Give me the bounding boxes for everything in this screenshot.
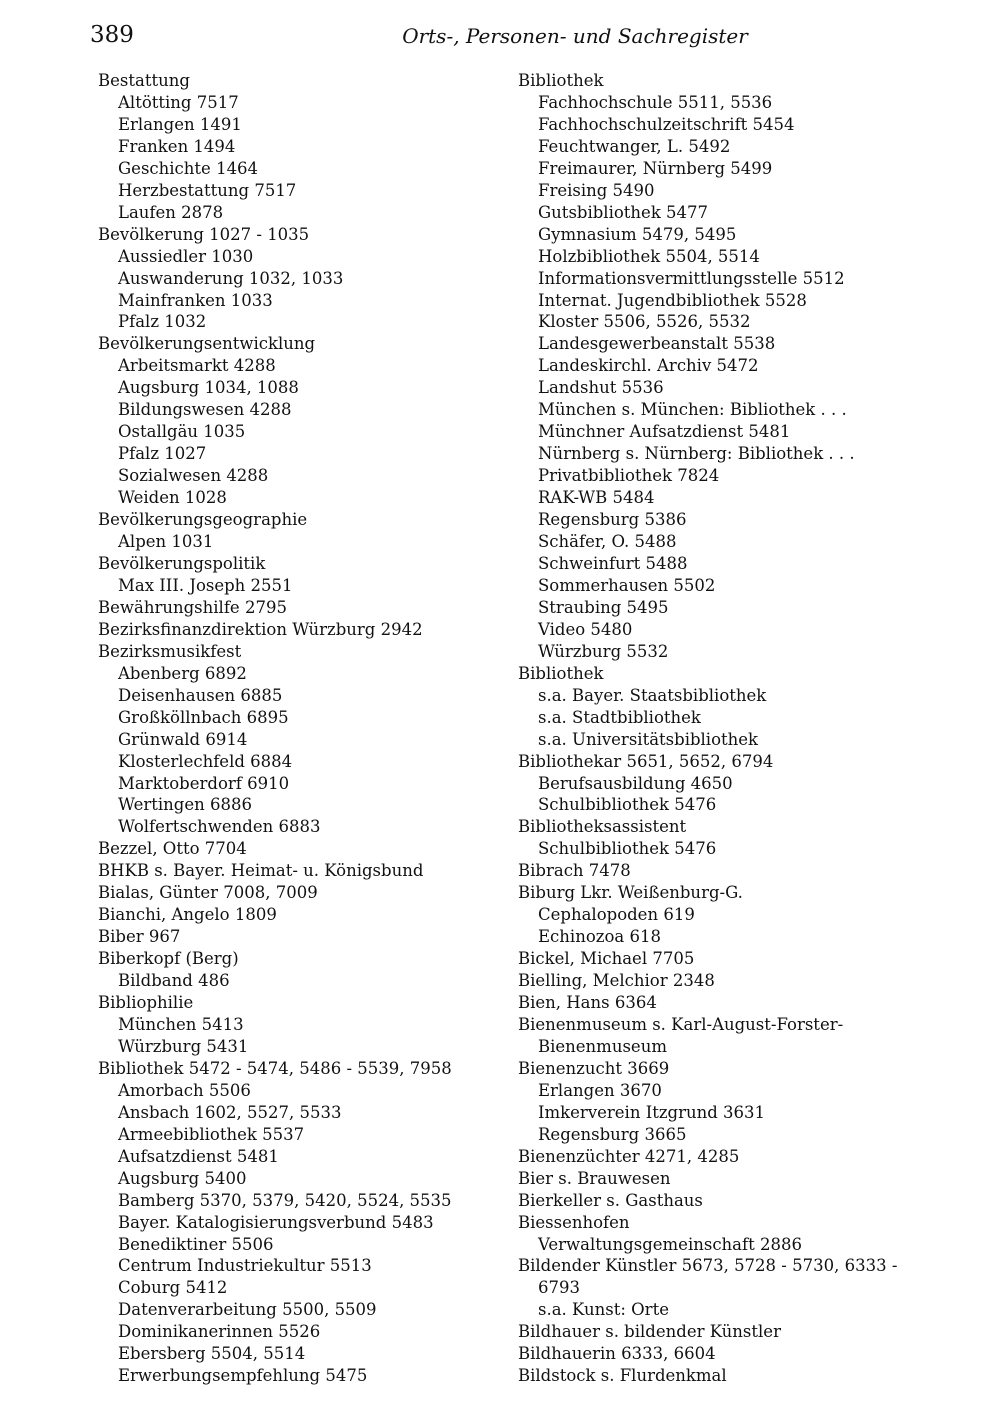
index-subentry: s.a. Stadtbibliothek <box>538 707 701 727</box>
index-column-left <box>98 70 498 1387</box>
index-entry: Bibliophilie <box>98 993 194 1013</box>
index-subentry: Imkerverein Itzgrund 3631 <box>538 1102 766 1122</box>
index-entry: Bickel, Michael 7705 <box>518 949 695 969</box>
index-entry: Bier s. Brauwesen <box>518 1168 671 1188</box>
index-subentry: s.a. Bayer. Staatsbibliothek <box>538 685 767 705</box>
index-subentry: Münchner Aufsatzdienst 5481 <box>538 422 791 442</box>
index-subentry: Regensburg 3665 <box>538 1124 687 1144</box>
index-entry: Bildhauerin 6333, 6604 <box>518 1344 716 1364</box>
index-subentry: Freising 5490 <box>538 180 655 200</box>
index-subentry: Abenberg 6892 <box>118 663 247 683</box>
index-subentry: Verwaltungsgemeinschaft 2886 <box>538 1234 802 1254</box>
index-subentry: Herzbestattung 7517 <box>118 180 297 200</box>
index-subentry: Centrum Industriekultur 5513 <box>118 1256 372 1276</box>
index-subentry: Max III. Joseph 2551 <box>118 575 293 595</box>
index-entry: Bevölkerungspolitik <box>98 553 266 573</box>
index-subentry: Ansbach 1602, 5527, 5533 <box>118 1102 342 1122</box>
index-subentry: Augsburg 1034, 1088 <box>118 378 299 398</box>
index-subentry: Erwerbungsempfehlung 5475 <box>118 1366 368 1386</box>
index-subentry: Erlangen 1491 <box>118 114 242 134</box>
index-subentry: Weiden 1028 <box>118 488 227 508</box>
index-subentry: Schulbibliothek 5476 <box>538 795 717 815</box>
index-entry: Bevölkerungsentwicklung <box>98 334 316 354</box>
index-subentry: Sommerhausen 5502 <box>538 575 716 595</box>
index-subentry: Großköllnbach 6895 <box>118 707 289 727</box>
index-subentry: Bamberg 5370, 5379, 5420, 5524, 5535 <box>118 1190 452 1210</box>
index-subentry: Altötting 7517 <box>118 92 239 112</box>
index-subentry: s.a. Kunst: Orte <box>538 1300 669 1320</box>
index-subentry: Würzburg 5431 <box>118 1036 249 1056</box>
index-subentry: Bildungswesen 4288 <box>118 400 292 420</box>
index-entry: Bevölkerungsgeographie <box>98 510 308 530</box>
index-entry: Biessenhofen <box>518 1212 630 1232</box>
index-entry: Bezirksmusikfest <box>98 641 242 661</box>
index-subentry: Sozialwesen 4288 <box>118 466 269 486</box>
page-number: 389 <box>90 22 134 48</box>
index-subentry: Landshut 5536 <box>538 378 664 398</box>
index-entry: Bestattung <box>98 71 190 90</box>
index-entry: Bibliothek 5472 - 5474, 5486 - 5539, 7958 <box>98 1058 452 1078</box>
index-subentry: Auswanderung 1032, 1033 <box>118 268 344 288</box>
index-subentry: Gymnasium 5479, 5495 <box>538 224 737 244</box>
index-entry: Bibliothek <box>518 663 604 683</box>
index-subentry: Kloster 5506, 5526, 5532 <box>538 312 751 332</box>
index-subentry: s.a. Universitätsbibliothek <box>538 729 759 749</box>
index-entry: Bildstock s. Flurdenkmal <box>518 1366 727 1386</box>
index-subentry: Armeebibliothek 5537 <box>118 1124 305 1144</box>
index-subentry: Landeskirchl. Archiv 5472 <box>538 356 759 376</box>
index-entry: Biber 967 <box>98 927 181 947</box>
index-subentry: Video 5480 <box>538 619 633 639</box>
index-subentry: Bildband 486 <box>118 971 230 991</box>
index-subentry: Fachhochschule 5511, 5536 <box>538 92 773 112</box>
index-subentry: Cephalopoden 619 <box>538 905 695 925</box>
index-subentry: Informationsvermittlungsstelle 5512 <box>538 268 845 288</box>
index-subentry: Nürnberg s. Nürnberg: Bibliothek . . . <box>538 444 855 464</box>
index-subentry: Bayer. Katalogisierungsverbund 5483 <box>118 1212 434 1232</box>
index-subentry: Würzburg 5532 <box>538 641 669 661</box>
index-entry: Bezirksfinanzdirektion Würzburg 2942 <box>98 619 423 639</box>
index-entry: Bien, Hans 6364 <box>518 993 657 1013</box>
index-entry: Biburg Lkr. Weißenburg-G. <box>518 883 743 903</box>
index-entry: Bibliothek <box>518 71 604 90</box>
index-subentry: Pfalz 1027 <box>118 444 207 464</box>
index-entry: Bibliothekar 5651, 5652, 6794 <box>518 751 774 771</box>
index-subentry: Coburg 5412 <box>118 1278 228 1298</box>
index-subentry: RAK-WB 5484 <box>538 488 655 508</box>
index-entry: Bialas, Günter 7008, 7009 <box>98 883 318 903</box>
index-subentry: Datenverarbeitung 5500, 5509 <box>118 1300 377 1320</box>
index-subentry: Franken 1494 <box>118 136 236 156</box>
running-title: Orts-, Personen- und Sachregister <box>402 24 748 48</box>
index-subentry: Wolfertschwenden 6883 <box>118 817 321 837</box>
index-subentry: Straubing 5495 <box>538 597 669 617</box>
index-entry: Bildender Künstler 5673, 5728 - 5730, 6333 - 6793 <box>518 1256 898 1298</box>
index-subentry: Echinozoa 618 <box>538 927 661 947</box>
index-entry: Bibliotheksassistent <box>518 817 687 837</box>
index-entry: Bewährungshilfe 2795 <box>98 597 287 617</box>
index-subentry: Marktoberdorf 6910 <box>118 773 290 793</box>
index-subentry: Ostallgäu 1035 <box>118 422 246 442</box>
index-subentry: Ebersberg 5504, 5514 <box>118 1344 306 1364</box>
index-subentry: Freimaurer, Nürnberg 5499 <box>538 158 773 178</box>
index-subentry: Geschichte 1464 <box>118 158 259 178</box>
index-subentry: Klosterlechfeld 6884 <box>118 751 293 771</box>
index-subentry: Aussiedler 1030 <box>118 246 254 266</box>
index-entry: Biberkopf (Berg) <box>98 949 239 969</box>
index-subentry: Deisenhausen 6885 <box>118 685 283 705</box>
index-subentry: Laufen 2878 <box>118 202 224 222</box>
index-entry: Bibrach 7478 <box>518 861 631 881</box>
index-subentry: Dominikanerinnen 5526 <box>118 1322 321 1342</box>
index-entry: Bevölkerung 1027 - 1035 <box>98 224 310 244</box>
index-subentry: Augsburg 5400 <box>118 1168 247 1188</box>
index-subentry: München s. München: Bibliothek . . . <box>538 400 847 420</box>
index-subentry: Amorbach 5506 <box>118 1080 251 1100</box>
index-entry: Bezzel, Otto 7704 <box>98 839 247 859</box>
index-subentry: Holzbibliothek 5504, 5514 <box>538 246 760 266</box>
index-entry: Bienenzüchter 4271, 4285 <box>518 1146 740 1166</box>
index-subentry: Arbeitsmarkt 4288 <box>118 356 276 376</box>
index-entry: BHKB s. Bayer. Heimat- u. Königsbund <box>98 861 424 881</box>
index-entry: Bianchi, Angelo 1809 <box>98 905 277 925</box>
index-subentry: Schweinfurt 5488 <box>538 553 688 573</box>
index-subentry: Alpen 1031 <box>118 532 214 552</box>
index-subentry: Feuchtwanger, L. 5492 <box>538 136 731 156</box>
index-subentry: Pfalz 1032 <box>118 312 207 332</box>
index-entry: Bierkeller s. Gasthaus <box>518 1190 703 1210</box>
index-subentry: Mainfranken 1033 <box>118 290 273 310</box>
index-subentry: Erlangen 3670 <box>538 1080 662 1100</box>
index-subentry: Landesgewerbeanstalt 5538 <box>538 334 776 354</box>
index-subentry: Privatbibliothek 7824 <box>538 466 720 486</box>
index-subentry: Schäfer, O. 5488 <box>538 532 677 552</box>
index-column-right <box>518 70 918 1387</box>
index-subentry: Schulbibliothek 5476 <box>538 839 717 859</box>
index-entry: Bildhauer s. bildender Künstler <box>518 1322 781 1342</box>
index-subentry: Berufsausbildung 4650 <box>538 773 733 793</box>
index-subentry: Aufsatzdienst 5481 <box>118 1146 279 1166</box>
index-subentry: Internat. Jugendbibliothek 5528 <box>538 290 807 310</box>
index-entry: Bienenmuseum s. Karl-August-Forster-Bienenmuseum <box>518 1014 844 1056</box>
index-subentry: München 5413 <box>118 1014 244 1034</box>
index-subentry: Regensburg 5386 <box>538 510 687 530</box>
index-subentry: Wertingen 6886 <box>118 795 252 815</box>
index-entry: Bienenzucht 3669 <box>518 1058 670 1078</box>
index-subentry: Benediktiner 5506 <box>118 1234 274 1254</box>
index-subentry: Fachhochschulzeitschrift 5454 <box>538 114 795 134</box>
index-subentry: Gutsbibliothek 5477 <box>538 202 709 222</box>
index-subentry: Grünwald 6914 <box>118 729 248 749</box>
index-entry: Bielling, Melchior 2348 <box>518 971 715 991</box>
